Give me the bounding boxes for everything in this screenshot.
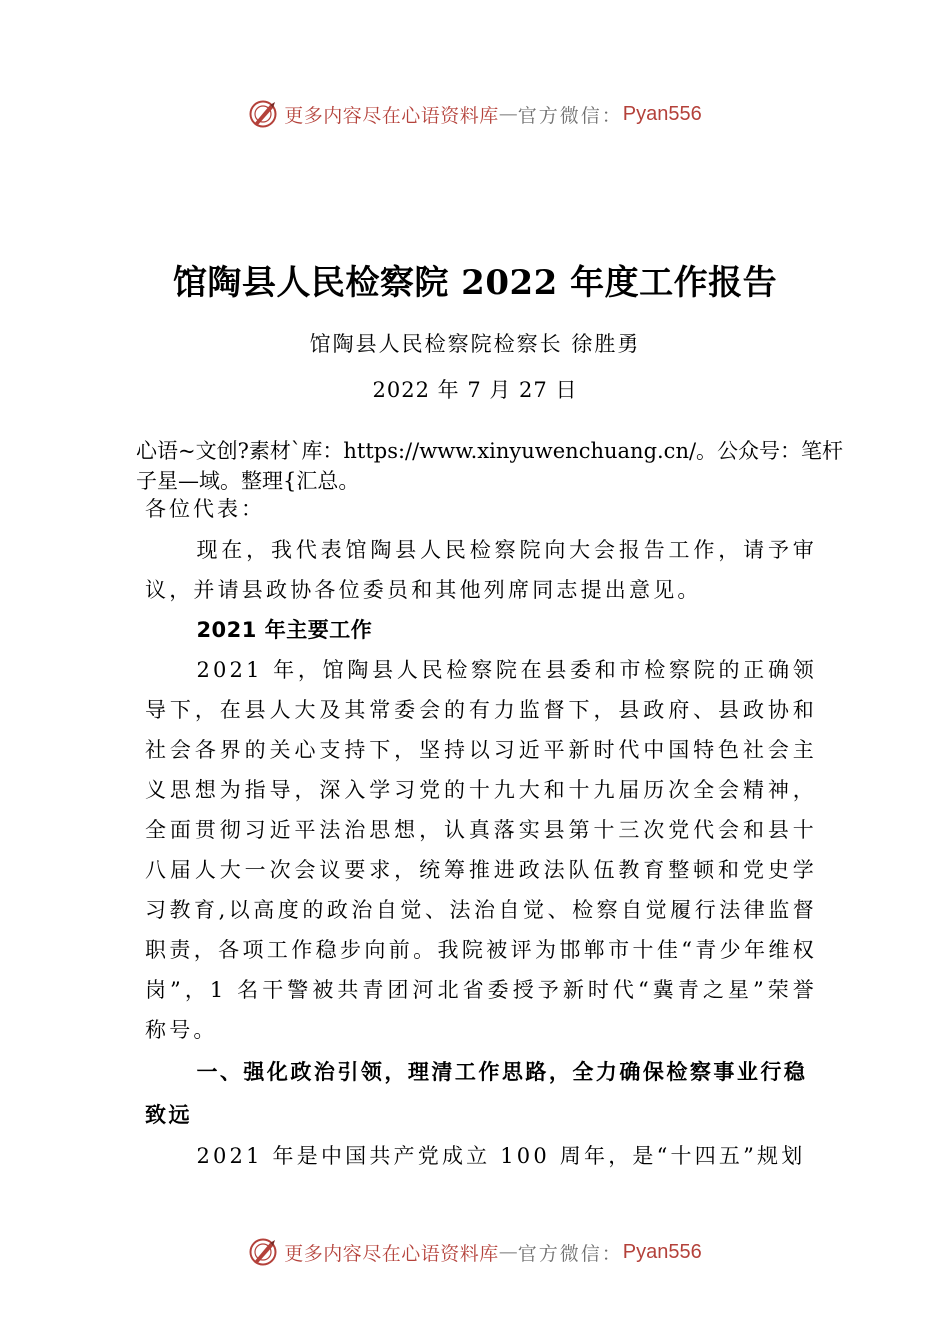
quill-seal-icon <box>248 1237 278 1267</box>
footer-watermark <box>0 1232 950 1272</box>
document-author: 馆陶县人民检察院检察长 徐胜勇 <box>309 332 641 356</box>
document-body <box>145 530 817 1176</box>
document-title: 馆陶县人民检察院 2022 年度工作报告 <box>172 263 778 303</box>
source-note: 心语~文创?素材`库：https://www.xinyuwenchuang.cn/。公众号：笔杆子星—域。整理{汇总。 <box>136 439 844 493</box>
section-paragraph: 2021 年，馆陶县人民检察院在县委和市检察院的正确领导下，在县人大及其常委会的有力监督下，县政府、县政协和社会各界的关心支持下，坚持以习近平新时代中国特色社会主义思想为指导，深入学习党的十九大和十九届历次全会精神，全面贯彻习近平法治思想，认真落实县第十三次党代会和县十八届人大一次会议要求，统筹推进政法队伍教育整顿和党史学习教育,以高度的政治自觉、法治自觉、检察自觉履行法律监督职责，各项工作稳步向前。我院被评为邯郸市十佳“青少年维权岗”，1 名干警被共青团河北省委授予新时代“冀青之星”荣誉称号。 <box>145 658 817 1042</box>
document-date: 2022 年 7 月 27 日 <box>372 378 578 402</box>
watermark-separator: — <box>498 103 518 125</box>
watermark-label: 官方微信： <box>517 104 623 127</box>
header-watermark <box>0 94 950 134</box>
subsection-heading: 一、强化政治引领，理清工作思路，全力确保检察事业行稳致远 <box>145 1059 808 1127</box>
subsection-paragraph: 2021 年是中国共产党成立 100 周年，是“十四五”规划 <box>196 1144 806 1168</box>
intro-paragraph: 现在，我代表馆陶县人民检察院向大会报告工作，请予审议，并请县政协各位委员和其他列席同志提出意见。 <box>145 538 817 602</box>
watermark-text: 更多内容尽在心语资料库 <box>284 104 499 127</box>
section-heading: 2021 年主要工作 <box>196 618 373 642</box>
watermark-separator: — <box>498 1241 518 1263</box>
salutation: 各位代表： <box>145 497 265 521</box>
watermark-label: 官方微信： <box>517 1242 623 1265</box>
watermark-wechat-id: Pyan556 <box>622 1240 702 1263</box>
quill-seal-icon <box>248 99 278 129</box>
watermark-text: 更多内容尽在心语资料库 <box>284 1242 499 1265</box>
watermark-wechat-id: Pyan556 <box>622 102 702 125</box>
